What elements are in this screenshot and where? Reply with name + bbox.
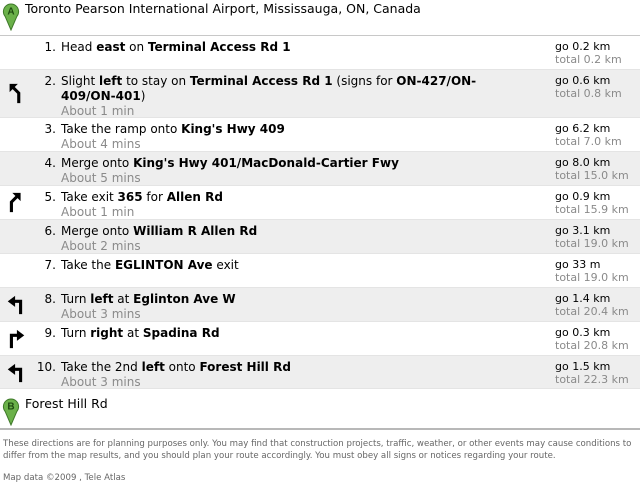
step-distance	[555, 224, 629, 250]
instruction-emphasis: Terminal Access Rd 1	[189, 74, 333, 88]
step-distance	[555, 156, 629, 182]
divider	[0, 428, 640, 430]
green-pin-icon	[2, 1, 20, 31]
instruction-emphasis: King's Hwy 401/MacDonald-Cartier Fwy	[133, 156, 399, 170]
green-pin-icon	[2, 396, 20, 426]
direction-step	[0, 288, 640, 322]
step-number: 2.	[44, 74, 56, 88]
step-go-distance: go 0.6 km	[555, 74, 611, 87]
step-instruction	[61, 40, 529, 55]
step-total-distance: total 20.8 km	[555, 339, 629, 352]
step-number: 3.	[44, 122, 56, 136]
step-go-distance: go 3.1 km	[555, 224, 611, 237]
step-distance	[555, 292, 629, 318]
step-instruction	[61, 122, 529, 152]
direction-step	[0, 254, 640, 288]
step-duration: About 3 mins	[61, 375, 141, 389]
direction-step	[0, 220, 640, 254]
instruction-text: )	[140, 89, 146, 103]
instruction-text: exit	[212, 258, 239, 272]
instruction-text: to stay on	[122, 74, 190, 88]
slight-right-icon	[6, 192, 26, 214]
step-total-distance: total 15.9 km	[555, 203, 629, 216]
direction-step	[0, 36, 640, 70]
step-number: 1.	[44, 40, 56, 54]
step-number: 9.	[44, 326, 56, 340]
instruction-emphasis: Allen Rd	[166, 190, 223, 204]
instruction-text: Turn	[61, 326, 91, 340]
step-total-distance: total 7.0 km	[555, 135, 622, 148]
step-instruction	[61, 258, 529, 273]
instruction-emphasis: Spadina Rd	[142, 326, 220, 340]
start-address: Toronto Pearson International Airport, Mississauga, ON, Canada	[25, 1, 421, 16]
step-distance	[555, 74, 622, 100]
instruction-text: Take the	[61, 258, 115, 272]
instruction-text: Slight	[61, 74, 100, 88]
step-go-distance: go 0.9 km	[555, 190, 611, 203]
step-go-distance: go 1.4 km	[555, 292, 611, 305]
step-total-distance: total 19.0 km	[555, 271, 629, 284]
turn-right-icon	[6, 328, 26, 350]
end-address: Forest Hill Rd	[25, 396, 108, 411]
instruction-text: on	[125, 40, 148, 54]
step-total-distance: total 20.4 km	[555, 305, 629, 318]
direction-step	[0, 70, 640, 118]
direction-step	[0, 118, 640, 152]
step-go-distance: go 33 m	[555, 258, 601, 271]
step-number: 5.	[44, 190, 56, 204]
step-distance	[555, 258, 629, 284]
instruction-text: Merge onto	[61, 156, 134, 170]
step-instruction	[61, 326, 529, 341]
step-number: 10.	[36, 360, 56, 374]
turn-left-icon	[6, 294, 26, 316]
instruction-emphasis: left	[90, 292, 114, 306]
start-marker-letter: A	[7, 6, 15, 18]
instruction-emphasis: 365	[117, 190, 143, 204]
step-distance	[555, 190, 629, 216]
direction-step	[0, 186, 640, 220]
instruction-text: at	[113, 292, 134, 306]
start-waypoint	[0, 1, 640, 35]
step-duration: About 5 mins	[61, 171, 141, 185]
instruction-emphasis: King's Hwy 409	[181, 122, 285, 136]
instruction-text: Take the 2nd	[61, 360, 142, 374]
instruction-text: Merge onto	[61, 224, 134, 238]
instruction-emphasis: Terminal Access Rd 1	[147, 40, 291, 54]
end-marker-letter: B	[7, 401, 15, 413]
direction-step	[0, 356, 640, 389]
step-go-distance: go 0.2 km	[555, 40, 611, 53]
instruction-text: at	[123, 326, 143, 340]
turn-left-icon	[6, 362, 26, 384]
instruction-emphasis: ON-427/ON-409/ON-401	[61, 74, 477, 103]
step-total-distance: total 22.3 km	[555, 373, 629, 386]
instruction-text: Turn	[61, 292, 91, 306]
step-distance	[555, 40, 622, 66]
instruction-text: Take the ramp onto	[61, 122, 182, 136]
step-go-distance: go 6.2 km	[555, 122, 611, 135]
step-number: 6.	[44, 224, 56, 238]
step-distance	[555, 360, 629, 386]
step-total-distance: total 0.8 km	[555, 87, 622, 100]
step-instruction	[61, 224, 529, 254]
instruction-emphasis: William R Allen Rd	[133, 224, 258, 238]
step-number: 7.	[44, 258, 56, 272]
step-instruction	[61, 360, 529, 390]
step-duration: About 4 mins	[61, 137, 141, 151]
disclaimer-text: These directions are for planning purposes only. You may find that construction projects, traffic, weather, or other events may cause conditions to differ from the map results, and you should plan your route accordingly. You must obey all signs or notices regarding your route.	[3, 439, 632, 461]
instruction-text: Take exit	[61, 190, 118, 204]
step-go-distance: go 1.5 km	[555, 360, 611, 373]
step-instruction	[61, 74, 529, 119]
step-instruction	[61, 156, 529, 186]
direction-step	[0, 322, 640, 356]
step-number: 4.	[44, 156, 56, 170]
instruction-emphasis: Eglinton Ave W	[133, 292, 236, 306]
step-go-distance: go 0.3 km	[555, 326, 611, 339]
step-duration: About 3 mins	[61, 307, 141, 321]
instruction-text: onto	[164, 360, 200, 374]
step-duration: About 1 min	[61, 205, 135, 219]
step-instruction	[61, 190, 529, 220]
step-total-distance: total 19.0 km	[555, 237, 629, 250]
instruction-text: Head	[61, 40, 97, 54]
step-total-distance: total 0.2 km	[555, 53, 622, 66]
instruction-emphasis: left	[99, 74, 123, 88]
instruction-emphasis: left	[141, 360, 165, 374]
step-number: 8.	[44, 292, 56, 306]
instruction-emphasis: EGLINTON Ave	[114, 258, 213, 272]
step-distance	[555, 122, 622, 148]
instruction-emphasis: right	[90, 326, 124, 340]
end-waypoint	[0, 396, 640, 430]
instruction-text: (signs for	[332, 74, 397, 88]
step-total-distance: total 15.0 km	[555, 169, 629, 182]
step-duration: About 1 min	[61, 104, 135, 118]
slight-left-icon	[6, 83, 26, 105]
step-go-distance: go 8.0 km	[555, 156, 611, 169]
map-data-credit: Map data ©2009 , Tele Atlas	[3, 473, 126, 483]
step-distance	[555, 326, 629, 352]
instruction-emphasis: east	[96, 40, 126, 54]
instruction-emphasis: Forest Hill Rd	[199, 360, 291, 374]
step-instruction	[61, 292, 529, 322]
direction-step	[0, 152, 640, 186]
instruction-text: for	[142, 190, 167, 204]
step-duration: About 2 mins	[61, 239, 141, 253]
